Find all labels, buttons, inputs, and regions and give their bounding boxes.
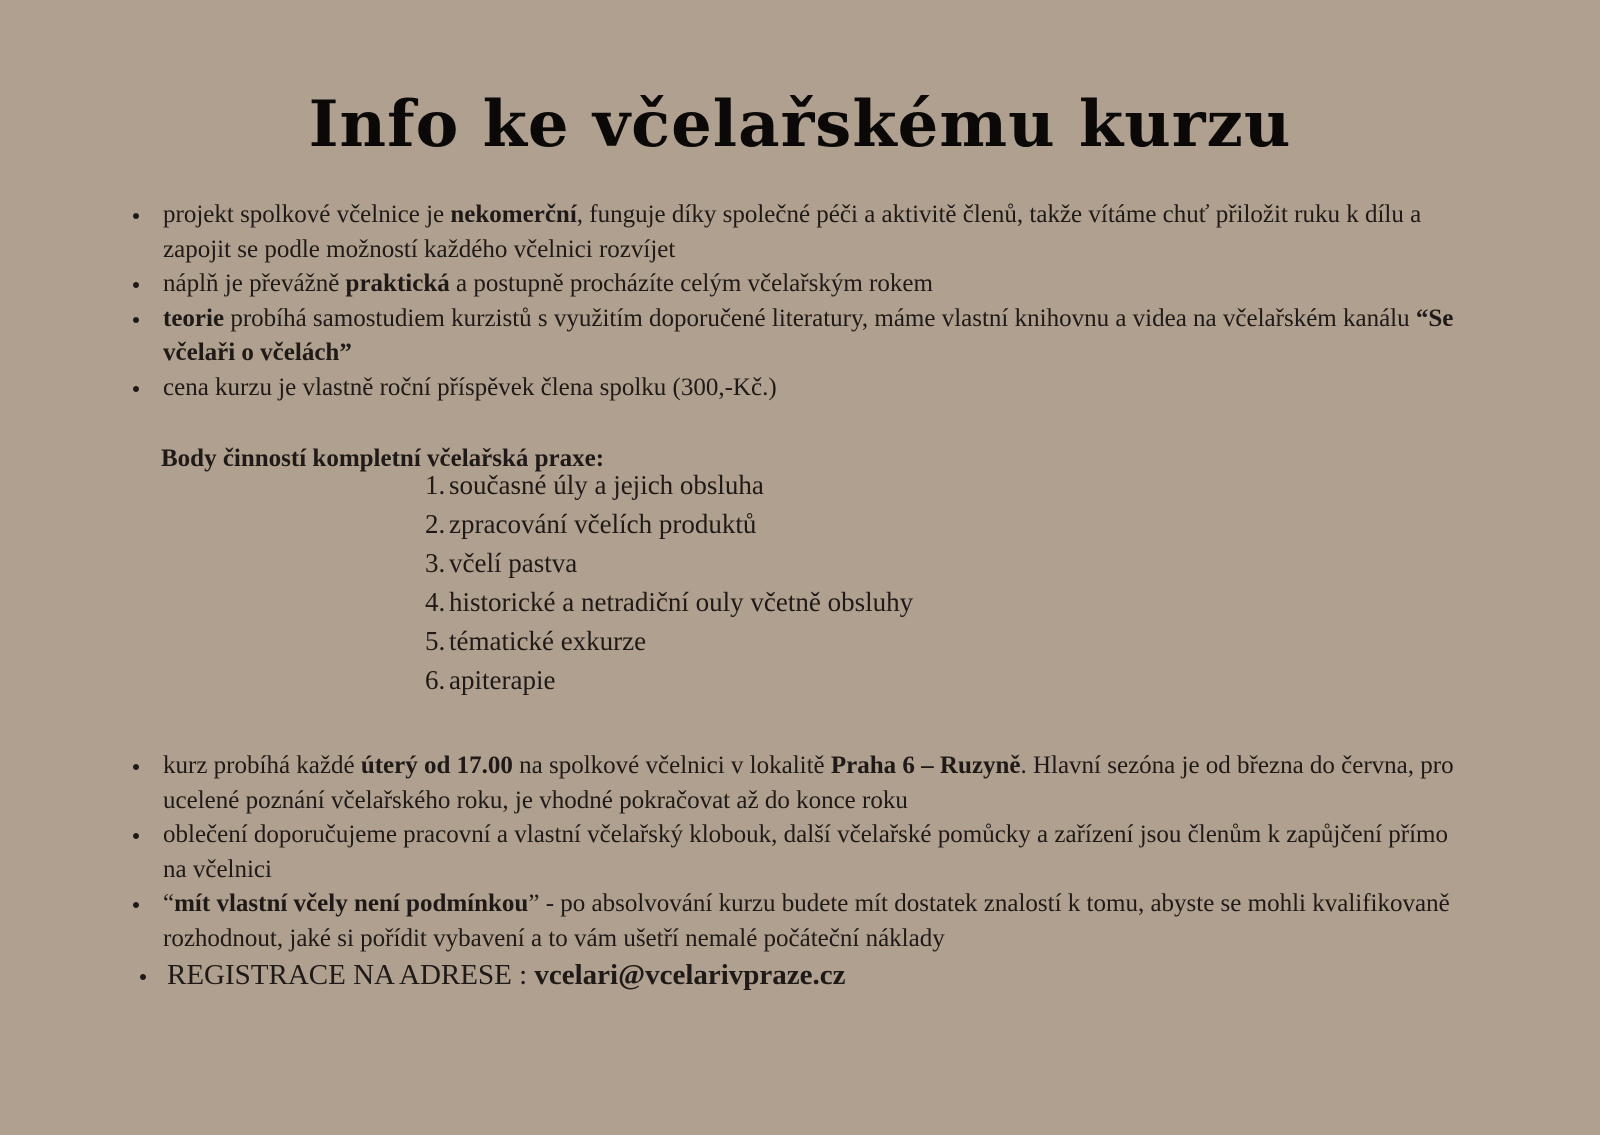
activity-number: 1. bbox=[425, 470, 446, 500]
registration-line bbox=[135, 955, 846, 995]
item-text: ” - po absolvování kurzu budete mít dostatek znalostí k tomu, abyste se mohli kvalifikovaně rozhodnout, jaké si pořídit vybavení a to vám ušetří nemalé počáteční náklady bbox=[163, 890, 1450, 952]
activity-number: 3. bbox=[425, 548, 446, 578]
item-text: náplň je převážně bbox=[163, 270, 346, 297]
item-text: . Hlavní sezóna je od března do června, pro ucelené poznání včelařského roku, je vhodné pokračovat až do konce roku bbox=[163, 752, 1454, 814]
activity-number: 6. bbox=[425, 665, 446, 695]
list-item-clothing bbox=[133, 818, 1473, 887]
activity-text: historické a netradiční ouly včetně obsluhy bbox=[449, 587, 914, 617]
list-item-schedule bbox=[133, 749, 1473, 818]
item-emphasis: úterý od 17.00 bbox=[360, 752, 513, 779]
activities-heading: Body činností kompletní včelařská praxe: bbox=[161, 445, 605, 472]
item-emphasis: praktická bbox=[345, 270, 450, 297]
activity-item bbox=[425, 505, 913, 544]
item-text: , funguje díky společné péči a aktivitě členů, takže vítáme chuť přiložit ruku k dílu a zapojit se podle možností každého včelnici rozvíjet bbox=[163, 201, 1422, 263]
activity-text: tématické exkurze bbox=[449, 626, 647, 656]
item-text: cena kurzu je vlastně roční příspěvek člena spolku (300,-Kč.) bbox=[163, 373, 777, 401]
channel-name: “Se včelaři o včelách” bbox=[163, 304, 1454, 366]
item-text: oblečení doporučujeme pracovní a vlastní včelařský klobouk, další včelařské pomůcky a zařízení jsou členům k zapůjčení přímo na včelnici bbox=[163, 821, 1448, 883]
item-text: probíhá samostudiem kurzistů s využitím doporučené literatury, máme vlastní knihovnu a videa na včelařském kanálu bbox=[224, 304, 1416, 332]
info-list-top bbox=[133, 198, 1473, 405]
registration-email: vcelari@vcelarivpraze.cz bbox=[534, 959, 846, 991]
item-emphasis: teorie bbox=[163, 304, 225, 332]
registration-label: REGISTRACE NA ADRESE : bbox=[167, 959, 535, 991]
activity-text: současné úly a jejich obsluha bbox=[449, 470, 764, 500]
activity-text: zpracování včelích produktů bbox=[449, 509, 757, 539]
activity-item bbox=[425, 466, 913, 505]
item-text: “ bbox=[163, 890, 175, 917]
item-emphasis: nekomerční bbox=[450, 201, 577, 228]
location-emphasis: Praha 6 – Ruzyně bbox=[830, 752, 1021, 779]
item-text: na spolkové včelnici v lokalitě bbox=[512, 752, 831, 779]
activity-text: včelí pastva bbox=[449, 548, 578, 578]
list-item-own-bees bbox=[133, 887, 1473, 956]
list-item-noncommercial bbox=[133, 198, 1473, 267]
page-title: Info ke včelařskému kurzu bbox=[308, 86, 1292, 162]
activities-list bbox=[425, 466, 913, 700]
list-item-price bbox=[133, 371, 1473, 406]
list-item-theory bbox=[133, 302, 1473, 371]
item-text: a postupně procházíte celým včelařským rokem bbox=[449, 270, 933, 297]
activity-number: 2. bbox=[425, 509, 446, 539]
activity-item bbox=[425, 544, 913, 583]
activity-number: 5. bbox=[425, 626, 446, 656]
activity-item bbox=[425, 622, 913, 661]
activity-number: 4. bbox=[425, 587, 446, 617]
list-item-practical bbox=[133, 267, 1473, 302]
item-text: kurz probíhá každé bbox=[163, 752, 361, 779]
item-text: projekt spolkové včelnice je bbox=[163, 201, 451, 228]
activity-text: apiterapie bbox=[449, 665, 556, 695]
info-list-bottom bbox=[133, 749, 1473, 956]
activity-item bbox=[425, 661, 913, 700]
activity-item bbox=[425, 583, 913, 622]
item-emphasis: mít vlastní včely není podmínkou bbox=[174, 890, 529, 917]
